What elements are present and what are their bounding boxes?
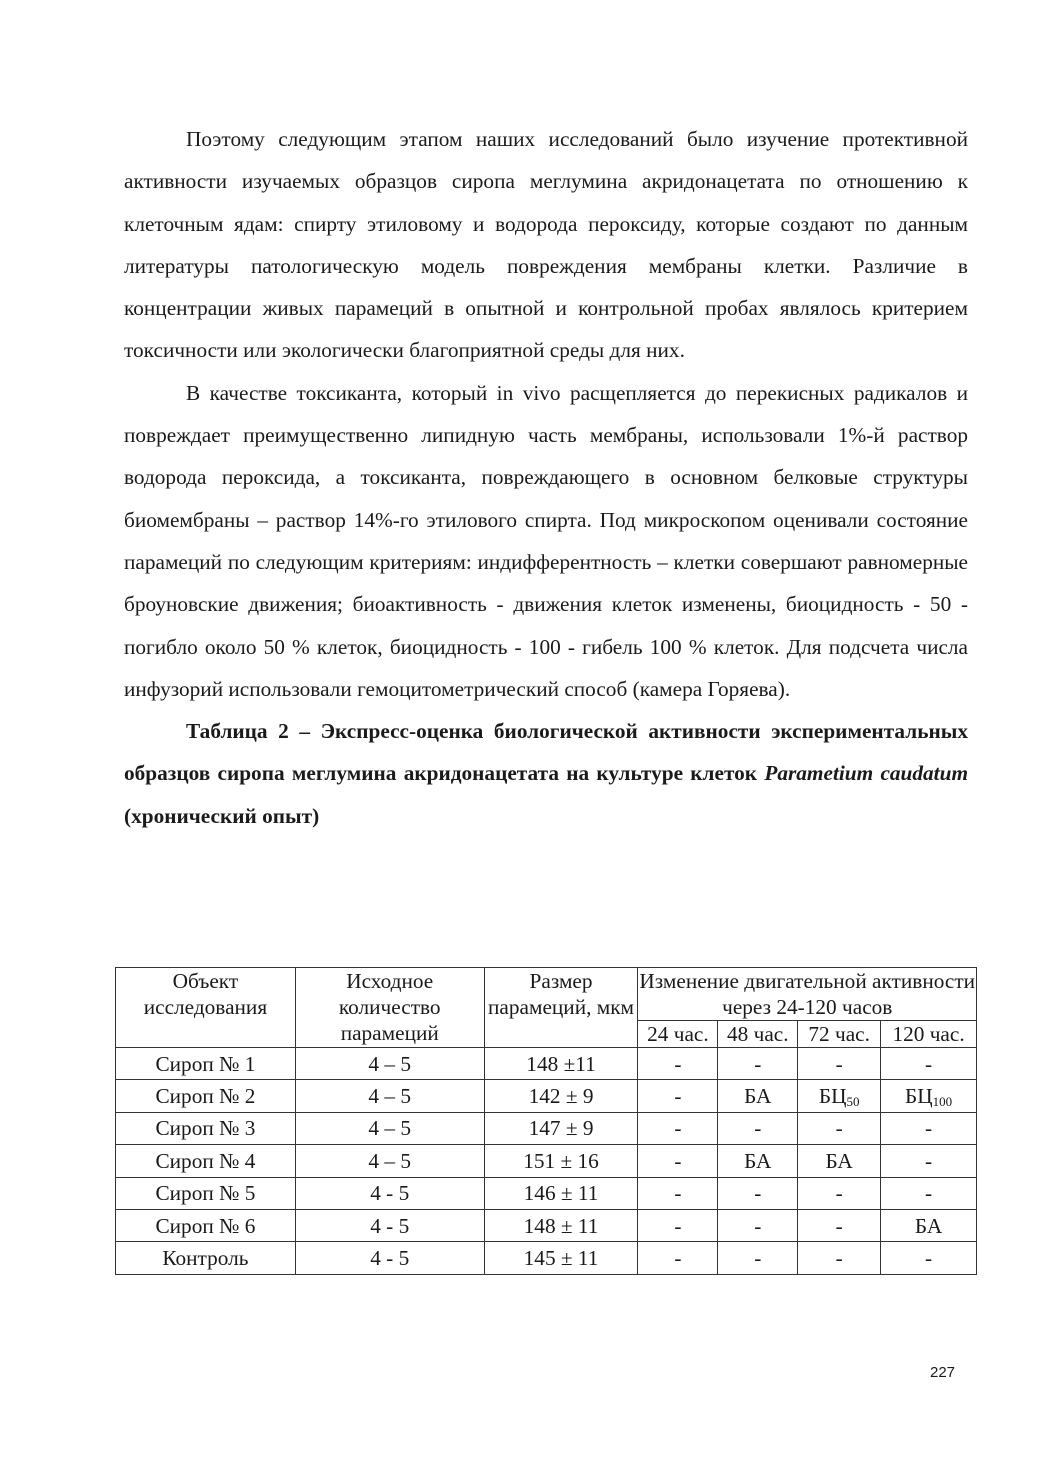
document-body — [124, 118, 968, 837]
row-name: Сироп № 4 — [116, 1145, 296, 1177]
table-row — [116, 1177, 977, 1209]
row-72h: - — [798, 1209, 881, 1241]
header-activity-change: Изменение двигательной активности через 24-120 часов — [639, 969, 976, 1019]
header-120h: 120 час. — [881, 1021, 977, 1048]
row-size: 145 ± 11 — [484, 1242, 638, 1274]
table-row — [116, 1048, 977, 1080]
row-24h: - — [638, 1112, 718, 1144]
row-24h: - — [638, 1209, 718, 1241]
row-72h: - — [798, 1048, 881, 1080]
table-row — [116, 1080, 977, 1112]
row-24h: - — [638, 1080, 718, 1112]
header-count: Исходное количество парамеций — [295, 968, 484, 1048]
header-48h: 48 час. — [718, 1021, 798, 1048]
table-row — [116, 1242, 977, 1274]
row-48h: БА — [718, 1080, 798, 1112]
row-72h: - — [798, 1177, 881, 1209]
row-120h-subscript: 100 — [932, 1094, 953, 1110]
row-48h: - — [718, 1112, 798, 1144]
row-48h: - — [718, 1242, 798, 1274]
row-48h: - — [718, 1209, 798, 1241]
row-size: 147 ± 9 — [484, 1112, 638, 1144]
row-24h: - — [638, 1242, 718, 1274]
row-120h: - — [881, 1112, 977, 1144]
row-count: 4 – 5 — [295, 1145, 484, 1177]
header-object: Объект исследования — [116, 968, 296, 1048]
row-count: 4 – 5 — [295, 1048, 484, 1080]
header-72h: 72 час. — [798, 1021, 881, 1048]
caption-species: Parametium caudatum — [764, 761, 969, 786]
row-name: Сироп № 5 — [116, 1177, 296, 1209]
row-72h-value: БЦ — [818, 1084, 847, 1109]
header-size: Размер парамеций, мкм — [484, 968, 638, 1048]
paragraph-2: В качестве токсиканта, который in vivo расщепляется до перекисных радикалов и повреждает преимущественно липидную часть мембраны, использовали 1%-й раствор водорода пероксида, а токсиканта, повреждающего в основном белковые структуры биомембраны – раствор 14%-го этилового спирта. Под микроскопом оценивали состояние парамеций по следующим критериям: индифферентность – клетки совершают равномерные броуновские движения; биоактивность - движения клеток изменены, биоцидность - 50 - погибло около 50 % клеток, биоцидность - 100 - гибель 100 % клеток. Для подсчета числа инфузорий использовали гемоцитометрический способ (камера Горяева). — [124, 380, 968, 701]
row-72h-subscript: 50 — [846, 1094, 860, 1110]
table-row — [116, 1145, 977, 1177]
row-48h: - — [718, 1177, 798, 1209]
row-name: Сироп № 2 — [116, 1080, 296, 1112]
row-size: 148 ±11 — [484, 1048, 638, 1080]
row-24h: - — [638, 1177, 718, 1209]
row-120h: БА — [881, 1209, 977, 1241]
row-size: 142 ± 9 — [484, 1080, 638, 1112]
row-120h: - — [881, 1145, 977, 1177]
page-number: 227 — [930, 1364, 956, 1381]
row-name: Сироп № 1 — [116, 1048, 296, 1080]
row-72h: - — [798, 1112, 881, 1144]
row-72h: - — [798, 1242, 881, 1274]
row-count: 4 – 5 — [295, 1080, 484, 1112]
row-120h — [881, 1080, 977, 1112]
row-count: 4 - 5 — [295, 1242, 484, 1274]
row-name: Сироп № 6 — [116, 1209, 296, 1241]
header-24h: 24 час. — [638, 1021, 718, 1048]
row-48h: - — [718, 1048, 798, 1080]
row-120h: - — [881, 1242, 977, 1274]
table-caption — [124, 710, 968, 837]
caption-tail: (хронический опыт) — [124, 803, 320, 828]
row-120h: - — [881, 1048, 977, 1080]
row-72h — [798, 1080, 881, 1112]
row-48h: БА — [718, 1145, 798, 1177]
row-count: 4 - 5 — [295, 1177, 484, 1209]
row-72h: БА — [798, 1145, 881, 1177]
row-name: Контроль — [116, 1242, 296, 1274]
row-120h: - — [881, 1177, 977, 1209]
row-size: 148 ± 11 — [484, 1209, 638, 1241]
table-row — [116, 1112, 977, 1144]
row-size: 151 ± 16 — [484, 1145, 638, 1177]
paragraph-1: Поэтому следующим этапом наших исследований было изучение протективной активности изучаемых образцов сиропа меглумина акридонацетата по отношению к клеточным ядам: спирту этиловому и водорода пероксиду, которые создают по данным литературы патологическую модель повреждения мембраны клетки. Различие в концентрации живых парамеций в опытной и контрольной пробах являлось критерием токсичности или экологически благоприятной среды для них. — [124, 127, 968, 363]
row-120h-value: БЦ — [904, 1084, 933, 1109]
row-name: Сироп № 3 — [116, 1112, 296, 1144]
row-24h: - — [638, 1048, 718, 1080]
results-table — [115, 967, 977, 1275]
row-24h: - — [638, 1145, 718, 1177]
row-size: 146 ± 11 — [484, 1177, 638, 1209]
caption-lead: Таблица 2 – Экспресс-оценка биологической активности экспериментальных образцов сиропа меглумина акридонацетата на культуре клеток — [124, 719, 968, 786]
row-count: 4 – 5 — [295, 1112, 484, 1144]
row-count: 4 - 5 — [295, 1209, 484, 1241]
table-row — [116, 1209, 977, 1241]
